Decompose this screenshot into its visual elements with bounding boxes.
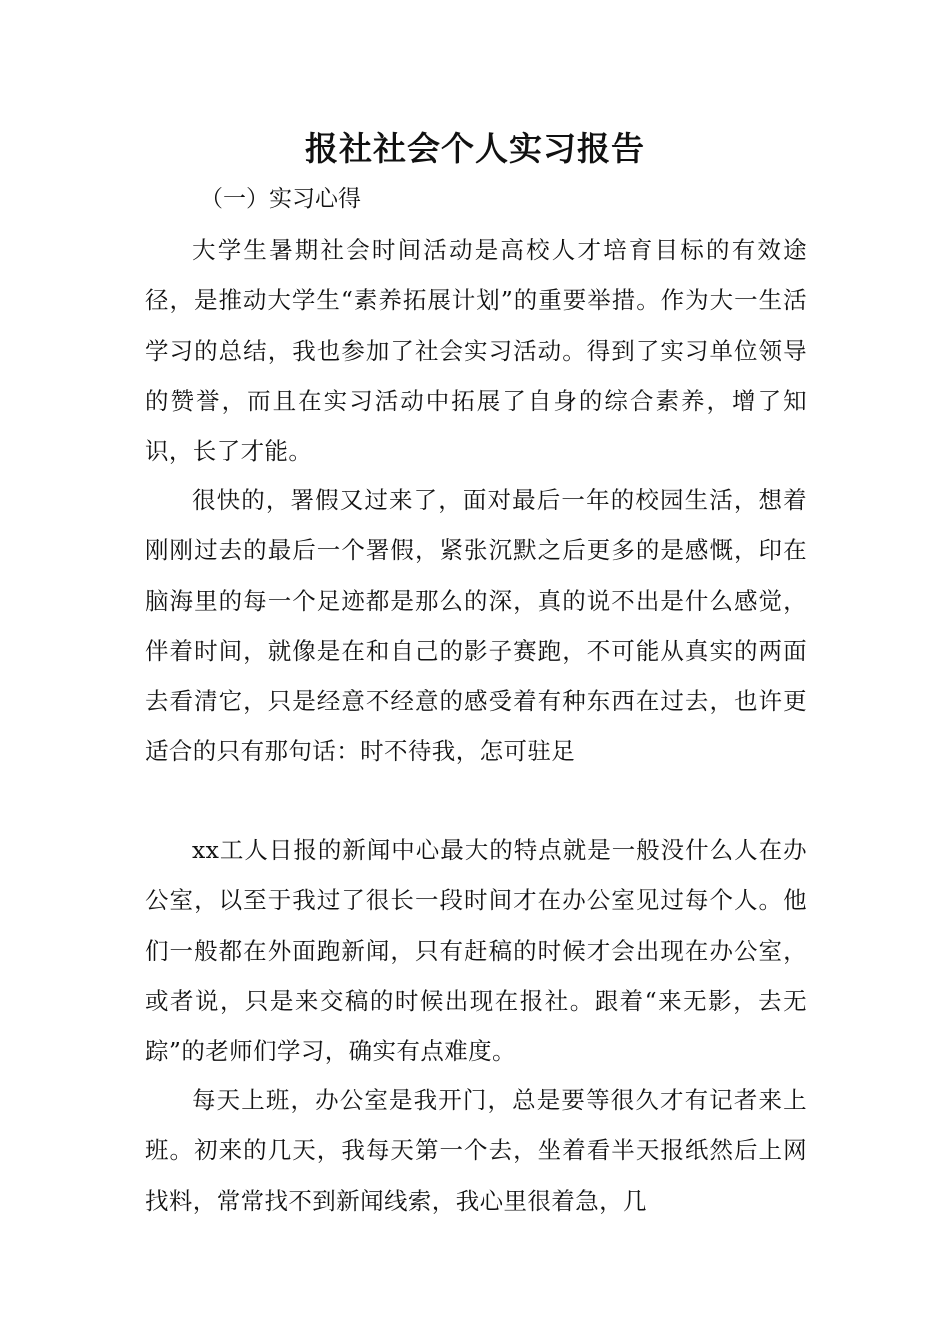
section-heading: （一）实习心得 [200, 186, 361, 212]
body-paragraph: xx工人日报的新闻中心最大的特点就是一般没什么人在办公室，以至于我过了很长一段时间才在办公室见过每个人。他们一般都在外面跑新闻，只有赶稿的时候才会出现在办公室，或者说，只是来交稿的时候出现在报社。跟着“来无影，去无踪”的老师们学习，确实有点难度。 [145, 836, 807, 1066]
body-paragraph: 大学生暑期社会时间活动是高校人才培育目标的有效途径，是推动大学生“素养拓展计划”的重要举措。作为大一生活学习的总结，我也参加了社会实习活动。得到了实习单位领导的赞誉，而且在实习活动中拓展了自身的综合素养，增了知识，长了才能。 [145, 236, 807, 466]
body-paragraph: 每天上班，办公室是我开门，总是要等很久才有记者来上班。初来的几天，我每天第一个去，坐着看半天报纸然后上网找料，常常找不到新闻线索，我心里很着急，几 [145, 1086, 807, 1215]
document-title: 报社社会个人实习报告 [305, 129, 645, 168]
body-paragraph: 很快的，署假又过来了，面对最后一年的校园生活，想着刚刚过去的最后一个署假，紧张沉默之后更多的是感慨，印在脑海里的每一个足迹都是那么的深，真的说不出是什么感觉，伴着时间，就像是在和自己的影子赛跑，不可能从真实的两面去看清它，只是经意不经意的感受着有种东西在过去，也许更适合的只有那句话：时不待我，怎可驻足 [145, 486, 807, 766]
